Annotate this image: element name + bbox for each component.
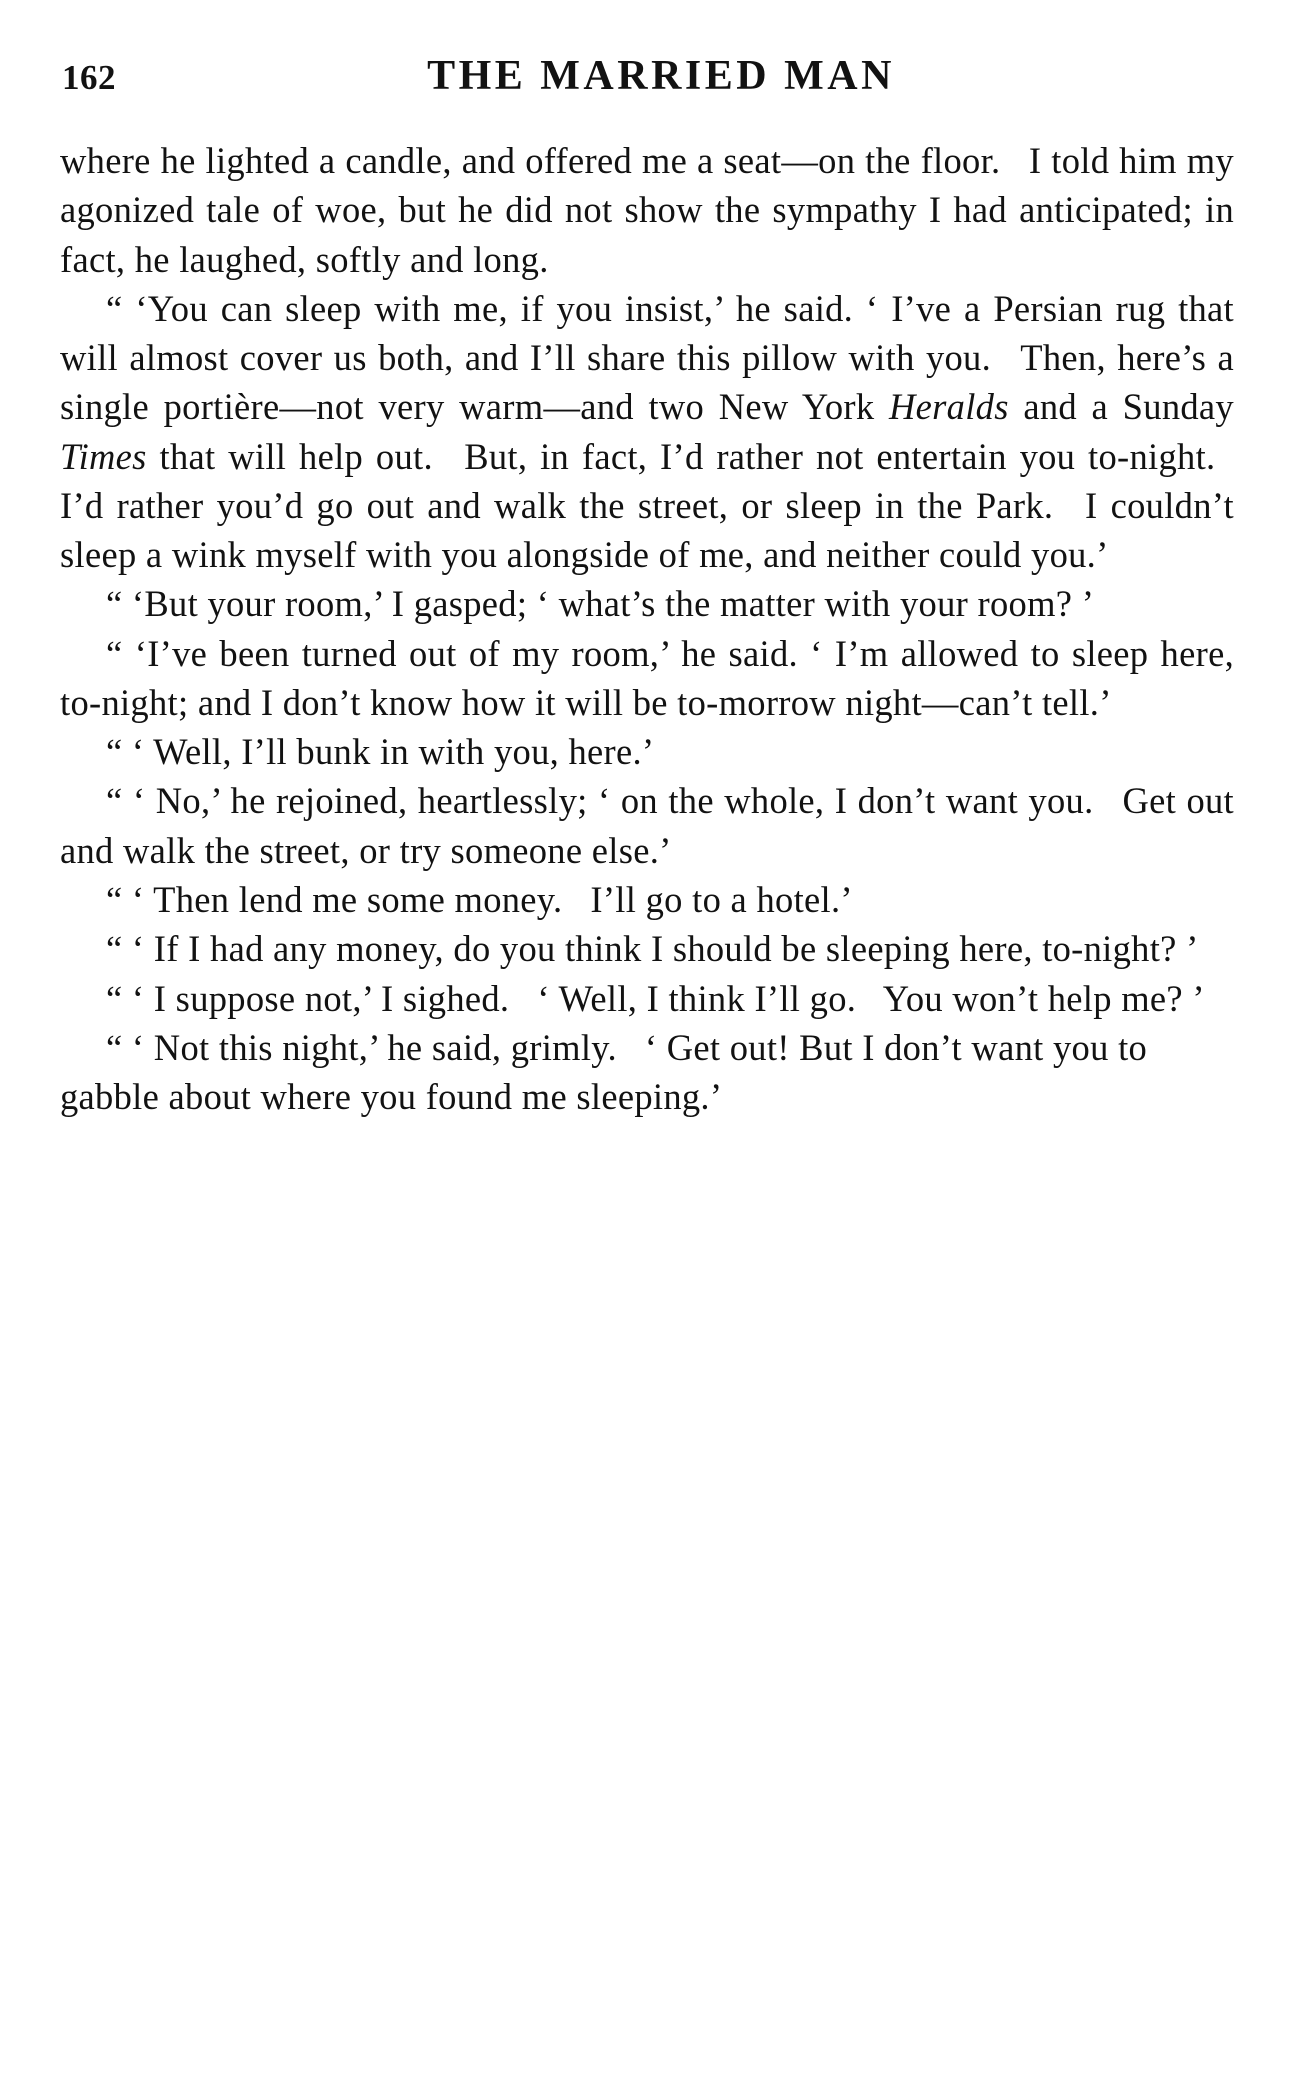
paragraph: “ ‘ I suppose not,’ I sighed. ‘ Well, I think I’ll go. You won’t help me? ’ bbox=[106, 977, 1205, 1019]
paragraph: “ ‘ If I had any money, do you think I should be sleeping here, to-night? ’ bbox=[106, 928, 1199, 970]
page-number: 162 bbox=[62, 58, 116, 97]
paragraph: “ ‘ No,’ he rejoined, heartlessly; ‘ on the whole, I don’t want you. Get out and walk the street, or try someone else.’ bbox=[60, 780, 1234, 871]
body-text bbox=[52, 136, 1240, 1121]
running-head bbox=[52, 40, 1240, 126]
paragraph: “ ‘But your room,’ I gasped; ‘ what’s the matter with your room? ’ bbox=[106, 583, 1095, 625]
paragraph: “ ‘ Then lend me some money. I’ll go to a hotel.’ bbox=[106, 878, 853, 920]
paragraph: “ ‘You can sleep with me, if you insist,’ he said. ‘ I’ve a Persian rug that will almost cover us both, and I’ll share this pillow with you. Then, here’s a single portière—not very warm—and two New York Heralds and a Sunday Times that will help out. But, in fact, I’d rather not entertain you to-night. I’d rather you’d go out and walk the street, or sleep in the Park. I couldn’t sleep a wink myself with you alongside of me, and neither could you.’ bbox=[60, 287, 1234, 576]
page-title: THE MARRIED MAN bbox=[427, 53, 895, 99]
paragraph: “ ‘ Not this night,’ he said, grimly. ‘ Get out! But I don’t want you to gabble about where you found me sleeping.’ bbox=[60, 1026, 1148, 1118]
paragraph: “ ‘ Well, I’ll bunk in with you, here.’ bbox=[106, 731, 655, 773]
paragraph: “ ‘I’ve been turned out of my room,’ he said. ‘ I’m allowed to sleep here, to-night; and I don’t know how it will be to-morrow night—can’t tell.’ bbox=[60, 632, 1234, 723]
paragraph: where he lighted a candle, and offered me a seat—on the floor. I told him my agonized tale of woe, but he did not show the sympathy I had anticipated; in fact, he laughed, softly and long. bbox=[60, 140, 1234, 280]
